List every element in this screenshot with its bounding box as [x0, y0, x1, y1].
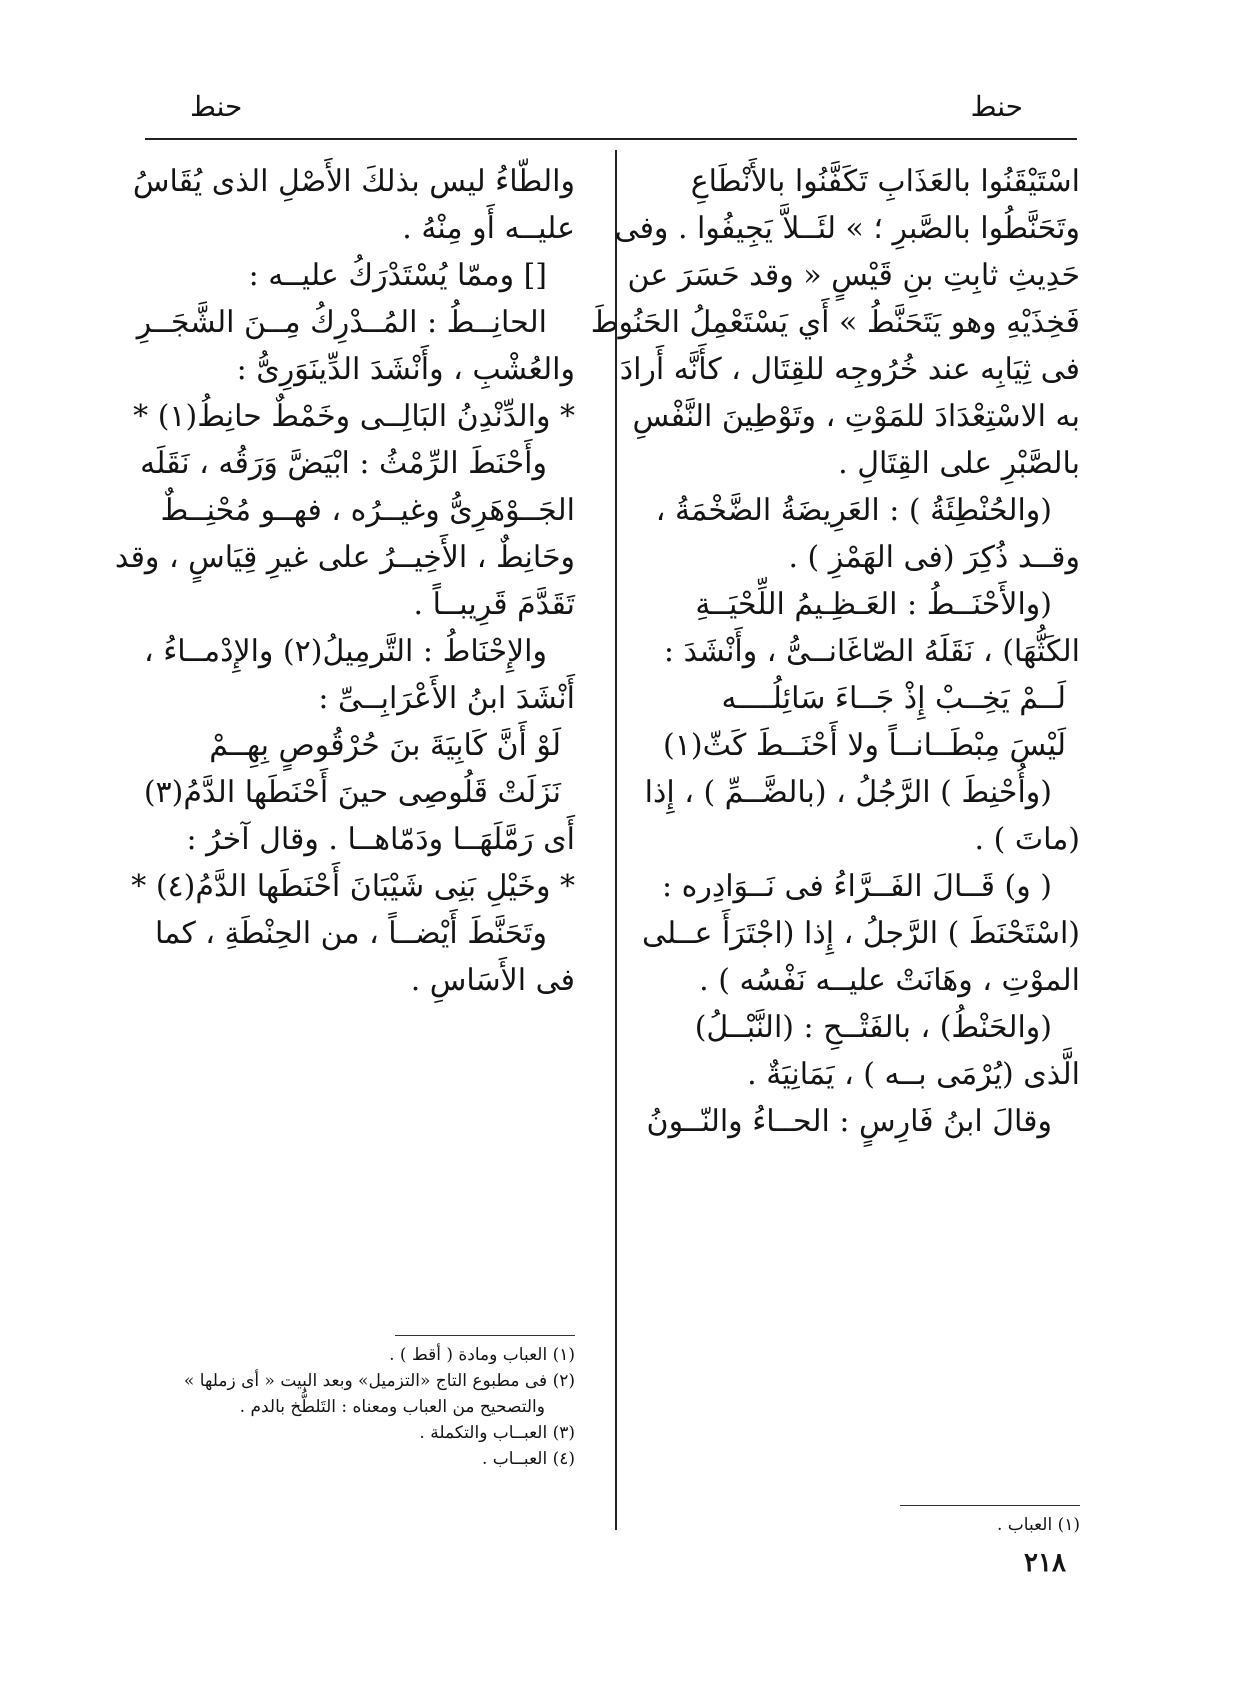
- footnote: (١) العباب .: [996, 1515, 1080, 1535]
- text-line: والعُشْبِ ، وأَنْشَدَ الدِّينَوَرِىُّ :: [236, 352, 575, 387]
- text-line: فَخِذَيْهِ وهو يَتَحَنَّطُ » أَي يَسْتَعْمِلُ الحَنُوطَ: [590, 305, 1080, 340]
- footnote: (٤) العبــاب .: [481, 1449, 575, 1469]
- text-line: (ماتَ ) .: [974, 822, 1080, 857]
- verse-line: * وخَيْلِ بَنِى شَيْبَانَ أَحْنَطَها الدَّمُ(٤) *: [131, 869, 575, 904]
- left-column: [114, 158, 575, 1004]
- text-line: وحَانِطٌ ، الأَخِيــرُ على غيرِ قِيَاسٍ ، وقد: [114, 540, 575, 575]
- text-line: والإِحْنَاطُ : التَّرمِيلُ(٢) والإِدْمــاءُ ،: [143, 634, 547, 669]
- text-line: أَنْشَدَ ابنُ الأَعْرَابِــىِّ :: [318, 681, 575, 716]
- text-line: وقــد ذُكِرَ (فى الهَمْزِ ) .: [788, 540, 1080, 575]
- text-line: (اسْتَحْنَطَ ) الرَّجلُ ، إِذا (اجْتَرَأَ عــلى: [642, 916, 1080, 951]
- text-line: تَقَدَّمَ قَرِيبــاً .: [413, 587, 575, 622]
- text-line: فى الأَسَاسِ .: [410, 963, 575, 998]
- text-line: وأَحْنَطَ الرِّمْثُ : ابْيَضَّ وَرَقُه ، نَقَلَه: [140, 446, 547, 481]
- verse-line: لَــمْ يَخِــبْ إِذْ جَــاءَ سَائِلُــــه: [721, 681, 1066, 716]
- text-line: (والأَحْنَــطُ : العَـظِـيمُ اللِّحْيَــةِ: [695, 587, 1052, 622]
- text-line: (والحَنْطُ) ، بالفَتْــحِ : (النَّبْــلُ): [694, 1010, 1052, 1045]
- text-line: الجَــوْهَرِىُّ وغيــرُه ، فهــو مُحْنِــطٌ: [160, 493, 575, 528]
- text-line: وتَحَنَّطَ أَيْضــاً ، من الحِنْطَةِ ، كما: [155, 916, 547, 951]
- text-line: الَّذى (يُرْمَى بــه ) ، يَمَانِيَةٌ .: [747, 1057, 1080, 1092]
- verse-line: لَيْسَ مِبْطَــانــاً ولا أَحْنَــطَ كَثّ(١): [663, 728, 1066, 763]
- column-divider: [615, 150, 617, 1530]
- right-footnotes: [700, 1512, 1080, 1538]
- footnote-rule-left: [395, 1335, 575, 1336]
- text-line: وتَحَنَّطُوا بالصَّبرِ ؛ » لئَــلاَّ يَجِيفُوا . وفى: [614, 211, 1080, 246]
- page-number: ٢١٨: [1024, 1548, 1066, 1578]
- footnote: (٢) فى مطبوع التاج «التزميل» وبعد البيت « أى زملها »: [183, 1371, 575, 1391]
- header-rule: [145, 138, 1077, 140]
- text-line: الموْتِ ، وهَانَتْ عليــه نَفْسُه ) .: [699, 963, 1080, 998]
- text-line: (وأُحْنِطَ ) الرَّجُلُ ، (بالضَّــمِّ ) ، إِذا: [644, 775, 1052, 810]
- verse-line: نَزَلَتْ قَلُوصِى حينَ أَحْنَطَها الدَّمُ(٣): [143, 775, 561, 810]
- text-line: [] وممّا يُسْتَدْرَكُ عليــه :: [248, 258, 547, 293]
- footnote: (١) العباب ومادة ( أقط ) .: [389, 1345, 575, 1365]
- text-line: وقالَ ابنُ فَارِسٍ : الحــاءُ والنّــونُ: [646, 1104, 1052, 1139]
- text-line: (والحُنْطِئَةُ ) : العَرِيضَةُ الضَّخْمَةُ ،: [655, 493, 1052, 528]
- text-line: والطّاءُ ليس بذلكَ الأَصْلِ الذى يُقَاسُ: [132, 164, 575, 199]
- left-footnotes: [145, 1342, 575, 1472]
- text-line: فى ثِيَابِه عند خُرُوجِه للقِتَال ، كأَنَّه أَرادَ: [619, 352, 1080, 387]
- text-line: اسْتَيْقَنُوا بالعَذَابِ تَكَفَّنُوا بالأَنْطَاعِ: [690, 164, 1080, 199]
- text-line: حَدِيثِ ثابِتِ بنِ قَيْسٍ « وقد حَسَرَ عن: [627, 258, 1080, 293]
- text-line: أَى رَمَّلَهَــا ودَمّاهــا . وقال آخرُ :: [186, 822, 575, 857]
- text-line: الحانِــطُ : المُــدْرِكُ مِــنَ الشَّجَــرِ: [136, 305, 547, 340]
- running-header-right: حنط: [970, 90, 1023, 123]
- footnote: والتصحيح من العباب ومعناه : التَلطُّخ بالدم .: [239, 1397, 545, 1417]
- text-line: عليــه أَو مِنْهُ .: [402, 211, 575, 246]
- footnote-rule-right: [900, 1505, 1080, 1506]
- verse-line: لَوْ أَنَّ كَابِيَةَ بنَ حُرْقُوصٍ بِهِــمْ: [209, 728, 561, 763]
- footnote: (٣) العبــاب والتكملة .: [419, 1423, 575, 1443]
- verse-line: * والدِّنْدِنُ البَالِــى وخَمْطٌ حانِطُ(١) *: [133, 399, 575, 434]
- text-line: الكَثُّهَا) ، نَقَلَهُ الصّاغَانــىُّ ، وأَنْشَدَ :: [663, 634, 1080, 669]
- text-line: به الاسْتِعْدَادَ للمَوْتِ ، وتَوْطِينَ النَّفْسِ: [632, 399, 1080, 434]
- text-line: بالصَّبْرِ على القِتَالِ .: [838, 446, 1080, 481]
- running-header-left: حنط: [190, 90, 243, 123]
- text-line: ( و) قَــالَ الفَــرَّاءُ فى نَــوَادِره :: [662, 869, 1052, 904]
- right-column: [590, 158, 1080, 1145]
